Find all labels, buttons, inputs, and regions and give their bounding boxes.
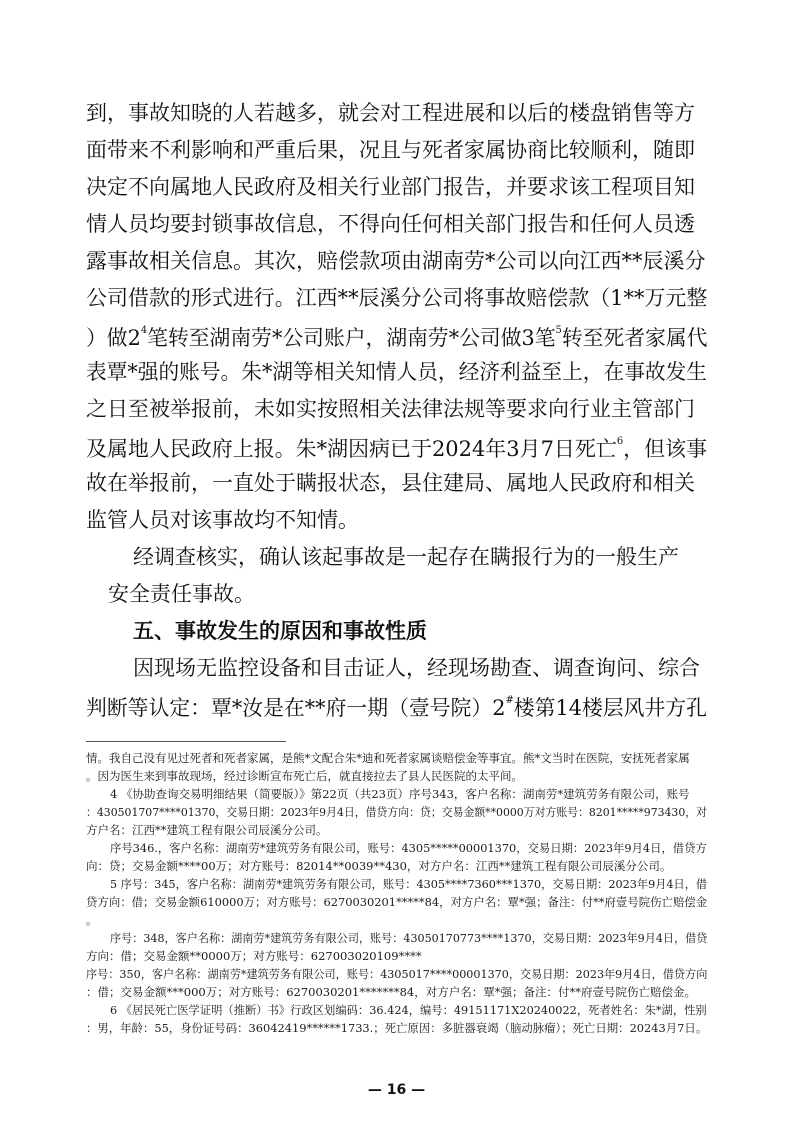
text-segment: 转至死者家属代 bbox=[561, 326, 708, 350]
footnote-line: 序号346.，客户名称：湖南劳*建筑劳务有限公司，账号：4305*****00001370，交易日期：2023年9月4日，借贷方 bbox=[110, 841, 707, 855]
body-line bbox=[86, 690, 707, 723]
footnote-line: 序号：350，客户名称：湖南劳*建筑劳务有限公司，账号：4305017****00001370，交易日期：2023年9月4日，借贷方向 bbox=[86, 967, 708, 981]
footnote-line: 6 《居民死亡医学证明（推断）书》行政区划编码：36.424，编号：49151171X20240022，死者姓名：朱*湖，性别 bbox=[110, 1003, 707, 1017]
text-segment: 及属地人民政府上报。 bbox=[86, 437, 296, 461]
footnote-line: ：430501707****01370，交易日期：2023年9月4日，借贷方向：贷；交易金额**0000万对方账号：8201*****973430，对 bbox=[86, 805, 708, 819]
footnote-line: 。 bbox=[86, 913, 98, 927]
body-line: 公司借款的形式进行。江西**辰溪分公司将事故赔偿款（1**万元整 bbox=[86, 286, 708, 310]
body-line: 到，事故知晓的人若越多，就会对工程进展和以后的楼盘销售等方 bbox=[86, 101, 695, 125]
text-segment: 朱*湖因病已于2024年3月7日死亡 bbox=[295, 437, 617, 461]
body-line: 经调查核实，确认该起事故是一起存在瞒报行为的一般生产 bbox=[133, 545, 679, 569]
footnote-line: 情。我自己没有见过死者和死者家属，是熊*文配合朱*迪和死者家属谈赔偿金等事宜。熊*文当时在医院，安抚死者家属 bbox=[86, 751, 690, 765]
text-segment: 笔转至湖南劳*公司账户，湖南劳*公司做3笔 bbox=[147, 326, 556, 350]
body-line: 安全责任事故。 bbox=[108, 582, 255, 606]
body-line-with-footnotes bbox=[86, 320, 707, 353]
page-number: — 16 — bbox=[367, 1082, 426, 1098]
footnote-separator bbox=[86, 741, 286, 742]
footnote-line: 方向：借；交易金额**0000万；对方账号：627003020109**** bbox=[86, 949, 422, 963]
footnote-line: 。因为医生来到事故现场，经过诊断宣布死亡后，就直接拉去了县人民医院的太平间。 bbox=[86, 769, 523, 783]
footnote-ref-5: 5 bbox=[555, 325, 562, 336]
text-segment: ）做2 bbox=[86, 326, 141, 350]
body-line: 决定不向属地人民政府及相关行业部门报告，并要求该工程项目知 bbox=[86, 175, 695, 199]
body-line: 之日至被举报前，未如实按照相关法律法规等要求向行业主管部门 bbox=[86, 397, 695, 421]
footnote-line: 序号：348，客户名称：湖南劳*建筑劳务有限公司，账号：43050170773****1370，交易日期：2023年9月4日，借贷 bbox=[110, 931, 708, 945]
body-line: 面带来不利影响和严重后果，况且与死者家属协商比较顺利，随即 bbox=[86, 138, 695, 162]
footnote-line: 向：贷；交易金额****00万；对方账号：82014**0039**430，对方户名：江西**建筑工程有限公司辰溪分公司。 bbox=[86, 859, 672, 873]
body-line: 因现场无监控设备和目击证人，经现场勘查、调查询问、综合 bbox=[133, 656, 700, 680]
footnote-line: ：男，年龄：55，身份证号码：36042419******1733.；死亡原因：多脏器衰竭（脑动脉瘤）；死亡日期：20243月7日。 bbox=[86, 1021, 708, 1035]
body-line: 情人员均要封锁事故信息，不得向任何相关部门报告和任何人员透 bbox=[86, 212, 695, 236]
building-mark: # bbox=[505, 695, 514, 706]
footnote-line: 方户名：江西**建筑工程有限公司辰溪分公司。 bbox=[86, 823, 328, 837]
body-line-with-footnote bbox=[86, 431, 707, 464]
footnote-line: 4 《协助查询交易明细结果（简要版）》第22页（共23页）序号343，客户名称：湖南劳*建筑劳务有限公司，账号 bbox=[110, 787, 690, 801]
body-line: 表覃*强的账号。朱*湖等相关知情人员，经济利益至上，在事故发生 bbox=[86, 360, 707, 384]
body-line: 监管人员对该事故均不知情。 bbox=[86, 508, 359, 532]
text-segment: 判断等认定：覃*汝是在**府一期（壹号院）2 bbox=[86, 696, 506, 720]
body-line: 露事故相关信息。其次，赔偿款项由湖南劳*公司以向江西**辰溪分 bbox=[86, 249, 706, 273]
body-line: 故在举报前，一直处于瞒报状态，县住建局、属地人民政府和相关 bbox=[86, 471, 695, 495]
section-heading: 五、事故发生的原因和事故性质 bbox=[133, 618, 427, 643]
footnote-ref-4: 4 bbox=[140, 325, 148, 336]
text-segment: 楼第14楼层风井方孔 bbox=[513, 696, 707, 720]
text-segment: ，但该事 bbox=[623, 437, 708, 461]
footnote-line: 5 序号：345，客户名称：湖南劳*建筑劳务有限公司，账号：4305****7360***1370，交易日期：2023年9月4日，借 bbox=[110, 877, 708, 891]
footnote-ref-6: 6 bbox=[616, 436, 624, 447]
footnote-line: ：借；交易金额***000万；对方账号：6270030201*******84，对方户名：覃*强；备注：付**府壹号院伤亡赔偿金。 bbox=[86, 985, 696, 999]
footnote-line: 贷方向：借；交易金额610000万；对方账号：6270030201*****84，对方户名：覃*强；备注：付**府壹号院伤亡赔偿金 bbox=[86, 895, 708, 909]
